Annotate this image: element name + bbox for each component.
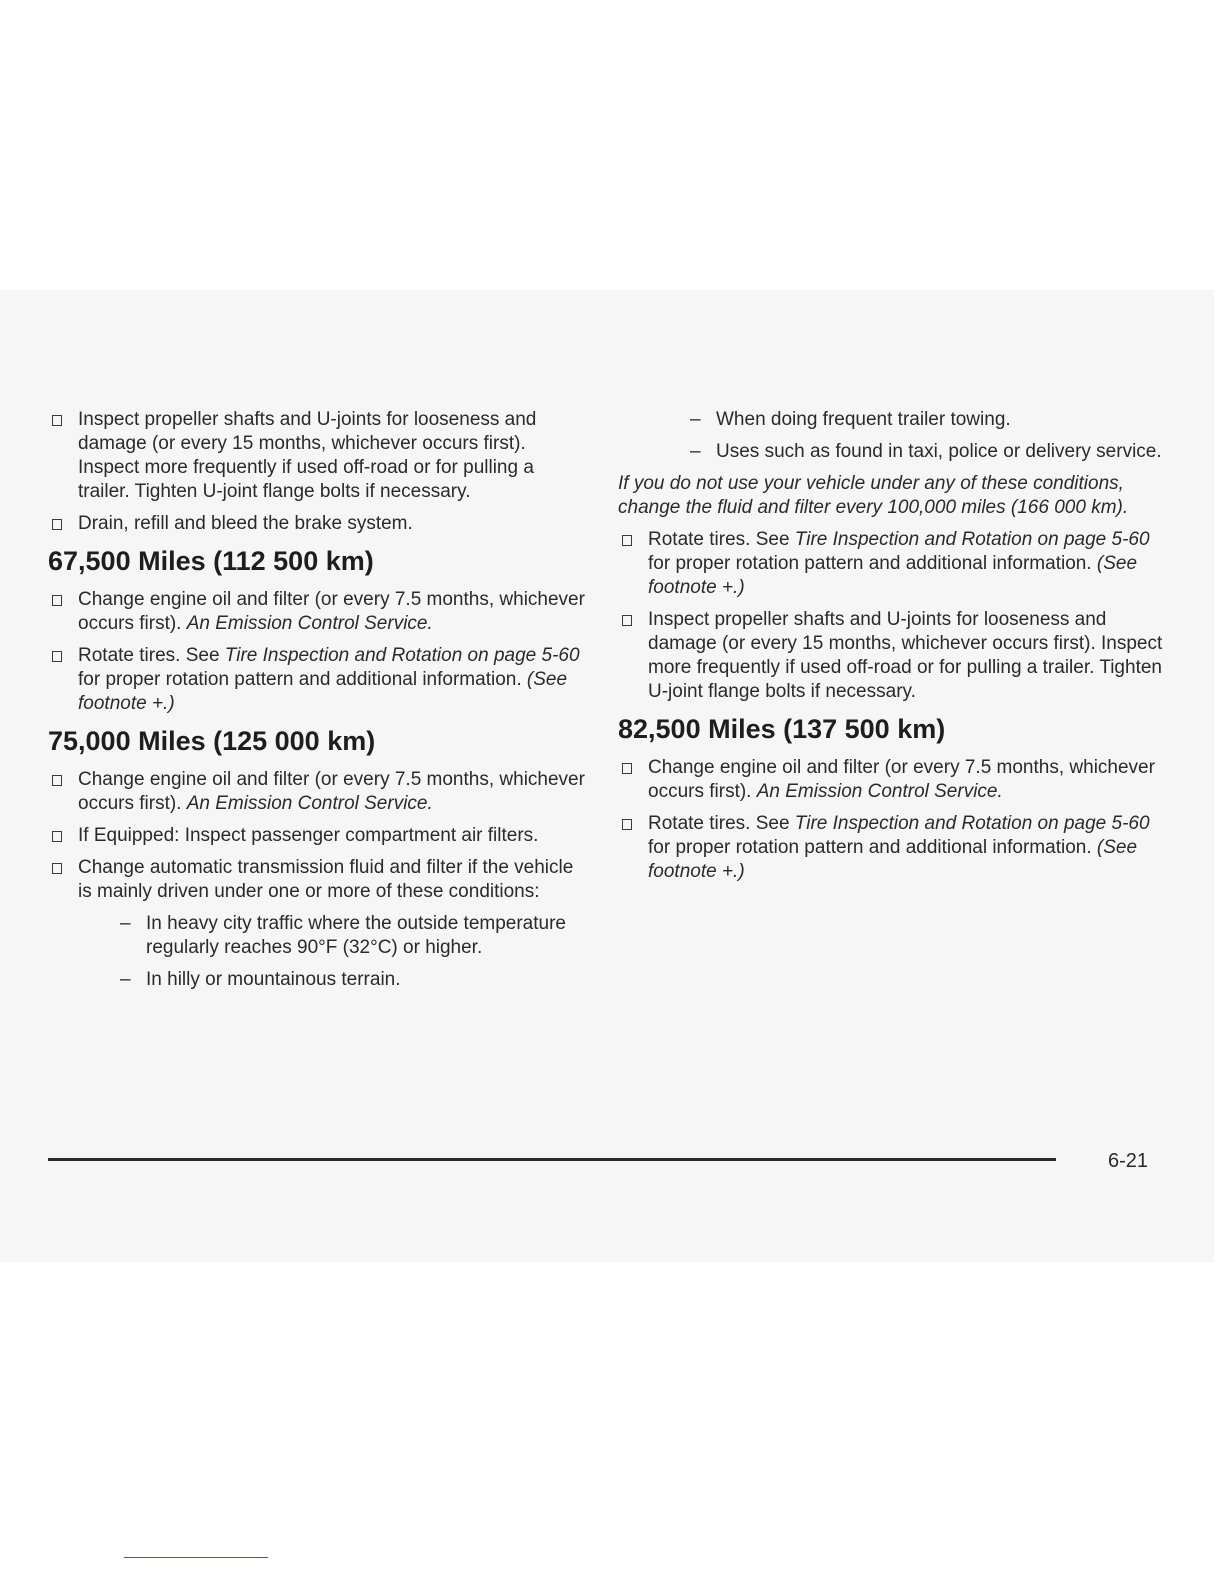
item-italic-text: An Emission Control Service. xyxy=(186,613,433,634)
checkbox-icon xyxy=(52,519,62,530)
checklist-item xyxy=(48,768,588,816)
italic-note: If you do not use your vehicle under any of these conditions, change the fluid and filter every 100,000 miles (166 000 km). xyxy=(618,473,1129,518)
cross-reference-link[interactable]: Tire Inspection and Rotation on page 5-60 xyxy=(794,813,1150,834)
condition-text: In hilly or mountainous terrain. xyxy=(146,969,401,990)
checkbox-icon xyxy=(52,831,62,842)
checkbox-icon xyxy=(52,775,62,786)
checklist-item xyxy=(618,812,1163,884)
checkbox-icon xyxy=(622,763,632,774)
item-italic-text: An Emission Control Service. xyxy=(186,793,433,814)
item-text: Rotate tires. See xyxy=(648,813,795,834)
checkbox-icon xyxy=(52,651,62,662)
checklist-item xyxy=(48,512,588,536)
dash-bullet-icon: – xyxy=(690,441,701,462)
checkbox-icon xyxy=(622,535,632,546)
checklist-item xyxy=(48,644,588,716)
checkbox-icon xyxy=(622,615,632,626)
item-text: Change engine oil and filter (or every 7.5 months, whichever occurs first). xyxy=(78,769,585,814)
item-text: Change engine oil and filter (or every 7.5 months, whichever occurs first). xyxy=(648,757,1155,802)
checkbox-icon xyxy=(52,595,62,606)
footer-rule xyxy=(48,1158,1056,1161)
condition-text: In heavy city traffic where the outside temperature regularly reaches 90°F (32°C) or higher. xyxy=(146,913,566,958)
checklist-item xyxy=(618,528,1163,600)
dash-bullet-icon: – xyxy=(690,409,701,430)
item-text: If Equipped: Inspect passenger compartment air filters. xyxy=(78,825,539,846)
item-text: Inspect propeller shafts and U-joints for looseness and damage (or every 15 months, whichever occurs first). Inspect more frequently if used off-road or for pulling a trailer. Tighten U-joint flange bolts if necessary. xyxy=(648,609,1163,702)
item-text: for proper rotation pattern and additional information. xyxy=(648,837,1097,858)
condition-text: Uses such as found in taxi, police or delivery service. xyxy=(716,441,1162,462)
checklist-item xyxy=(618,608,1163,704)
left-column xyxy=(48,408,588,1000)
item-text: Drain, refill and bleed the brake system. xyxy=(78,513,413,534)
item-text: Inspect propeller shafts and U-joints for looseness and damage (or every 15 months, whichever occurs first). Inspect more frequently if used off-road or for pulling a trailer. Tighten U-joint flange bolts if necessary. xyxy=(78,409,537,502)
bottom-underline xyxy=(124,1557,268,1558)
checkbox-icon xyxy=(52,863,62,874)
cross-reference-link[interactable]: Tire Inspection and Rotation on page 5-60 xyxy=(794,529,1150,550)
item-text: Change engine oil and filter (or every 7.5 months, whichever occurs first). xyxy=(78,589,585,634)
condition-item xyxy=(120,968,588,992)
checklist-item xyxy=(48,856,588,904)
footnote-reference: (See footnote +.) xyxy=(648,837,1138,882)
condition-item xyxy=(690,440,1163,464)
section-heading-67500: 67,500 Miles (112 500 km) xyxy=(48,546,374,576)
item-text: Change automatic transmission fluid and filter if the vehicle is mainly driven under one or more of these conditions: xyxy=(78,857,574,902)
item-italic-text: An Emission Control Service. xyxy=(756,781,1003,802)
item-text: Rotate tires. See xyxy=(78,645,225,666)
condition-text: When doing frequent trailer towing. xyxy=(716,409,1011,430)
checkbox-icon xyxy=(52,415,62,426)
dash-bullet-icon: – xyxy=(120,913,131,934)
condition-item xyxy=(690,408,1163,432)
section-heading-75000: 75,000 Miles (125 000 km) xyxy=(48,726,376,756)
checklist-item xyxy=(48,408,588,504)
right-column xyxy=(618,408,1163,892)
footnote-reference: (See footnote +.) xyxy=(648,553,1138,598)
item-text: for proper rotation pattern and additional information. xyxy=(648,553,1097,574)
checklist-item xyxy=(48,588,588,636)
page-number: 6-21 xyxy=(1108,1150,1149,1172)
item-text: for proper rotation pattern and additional information. xyxy=(78,669,527,690)
condition-item xyxy=(120,912,588,960)
section-heading-82500: 82,500 Miles (137 500 km) xyxy=(618,714,946,744)
checkbox-icon xyxy=(622,819,632,830)
item-text: Rotate tires. See xyxy=(648,529,795,550)
checklist-item xyxy=(618,756,1163,804)
checklist-item xyxy=(48,824,588,848)
cross-reference-link[interactable]: Tire Inspection and Rotation on page 5-60 xyxy=(224,645,580,666)
footnote-reference: (See footnote +.) xyxy=(78,669,568,714)
dash-bullet-icon: – xyxy=(120,969,131,990)
